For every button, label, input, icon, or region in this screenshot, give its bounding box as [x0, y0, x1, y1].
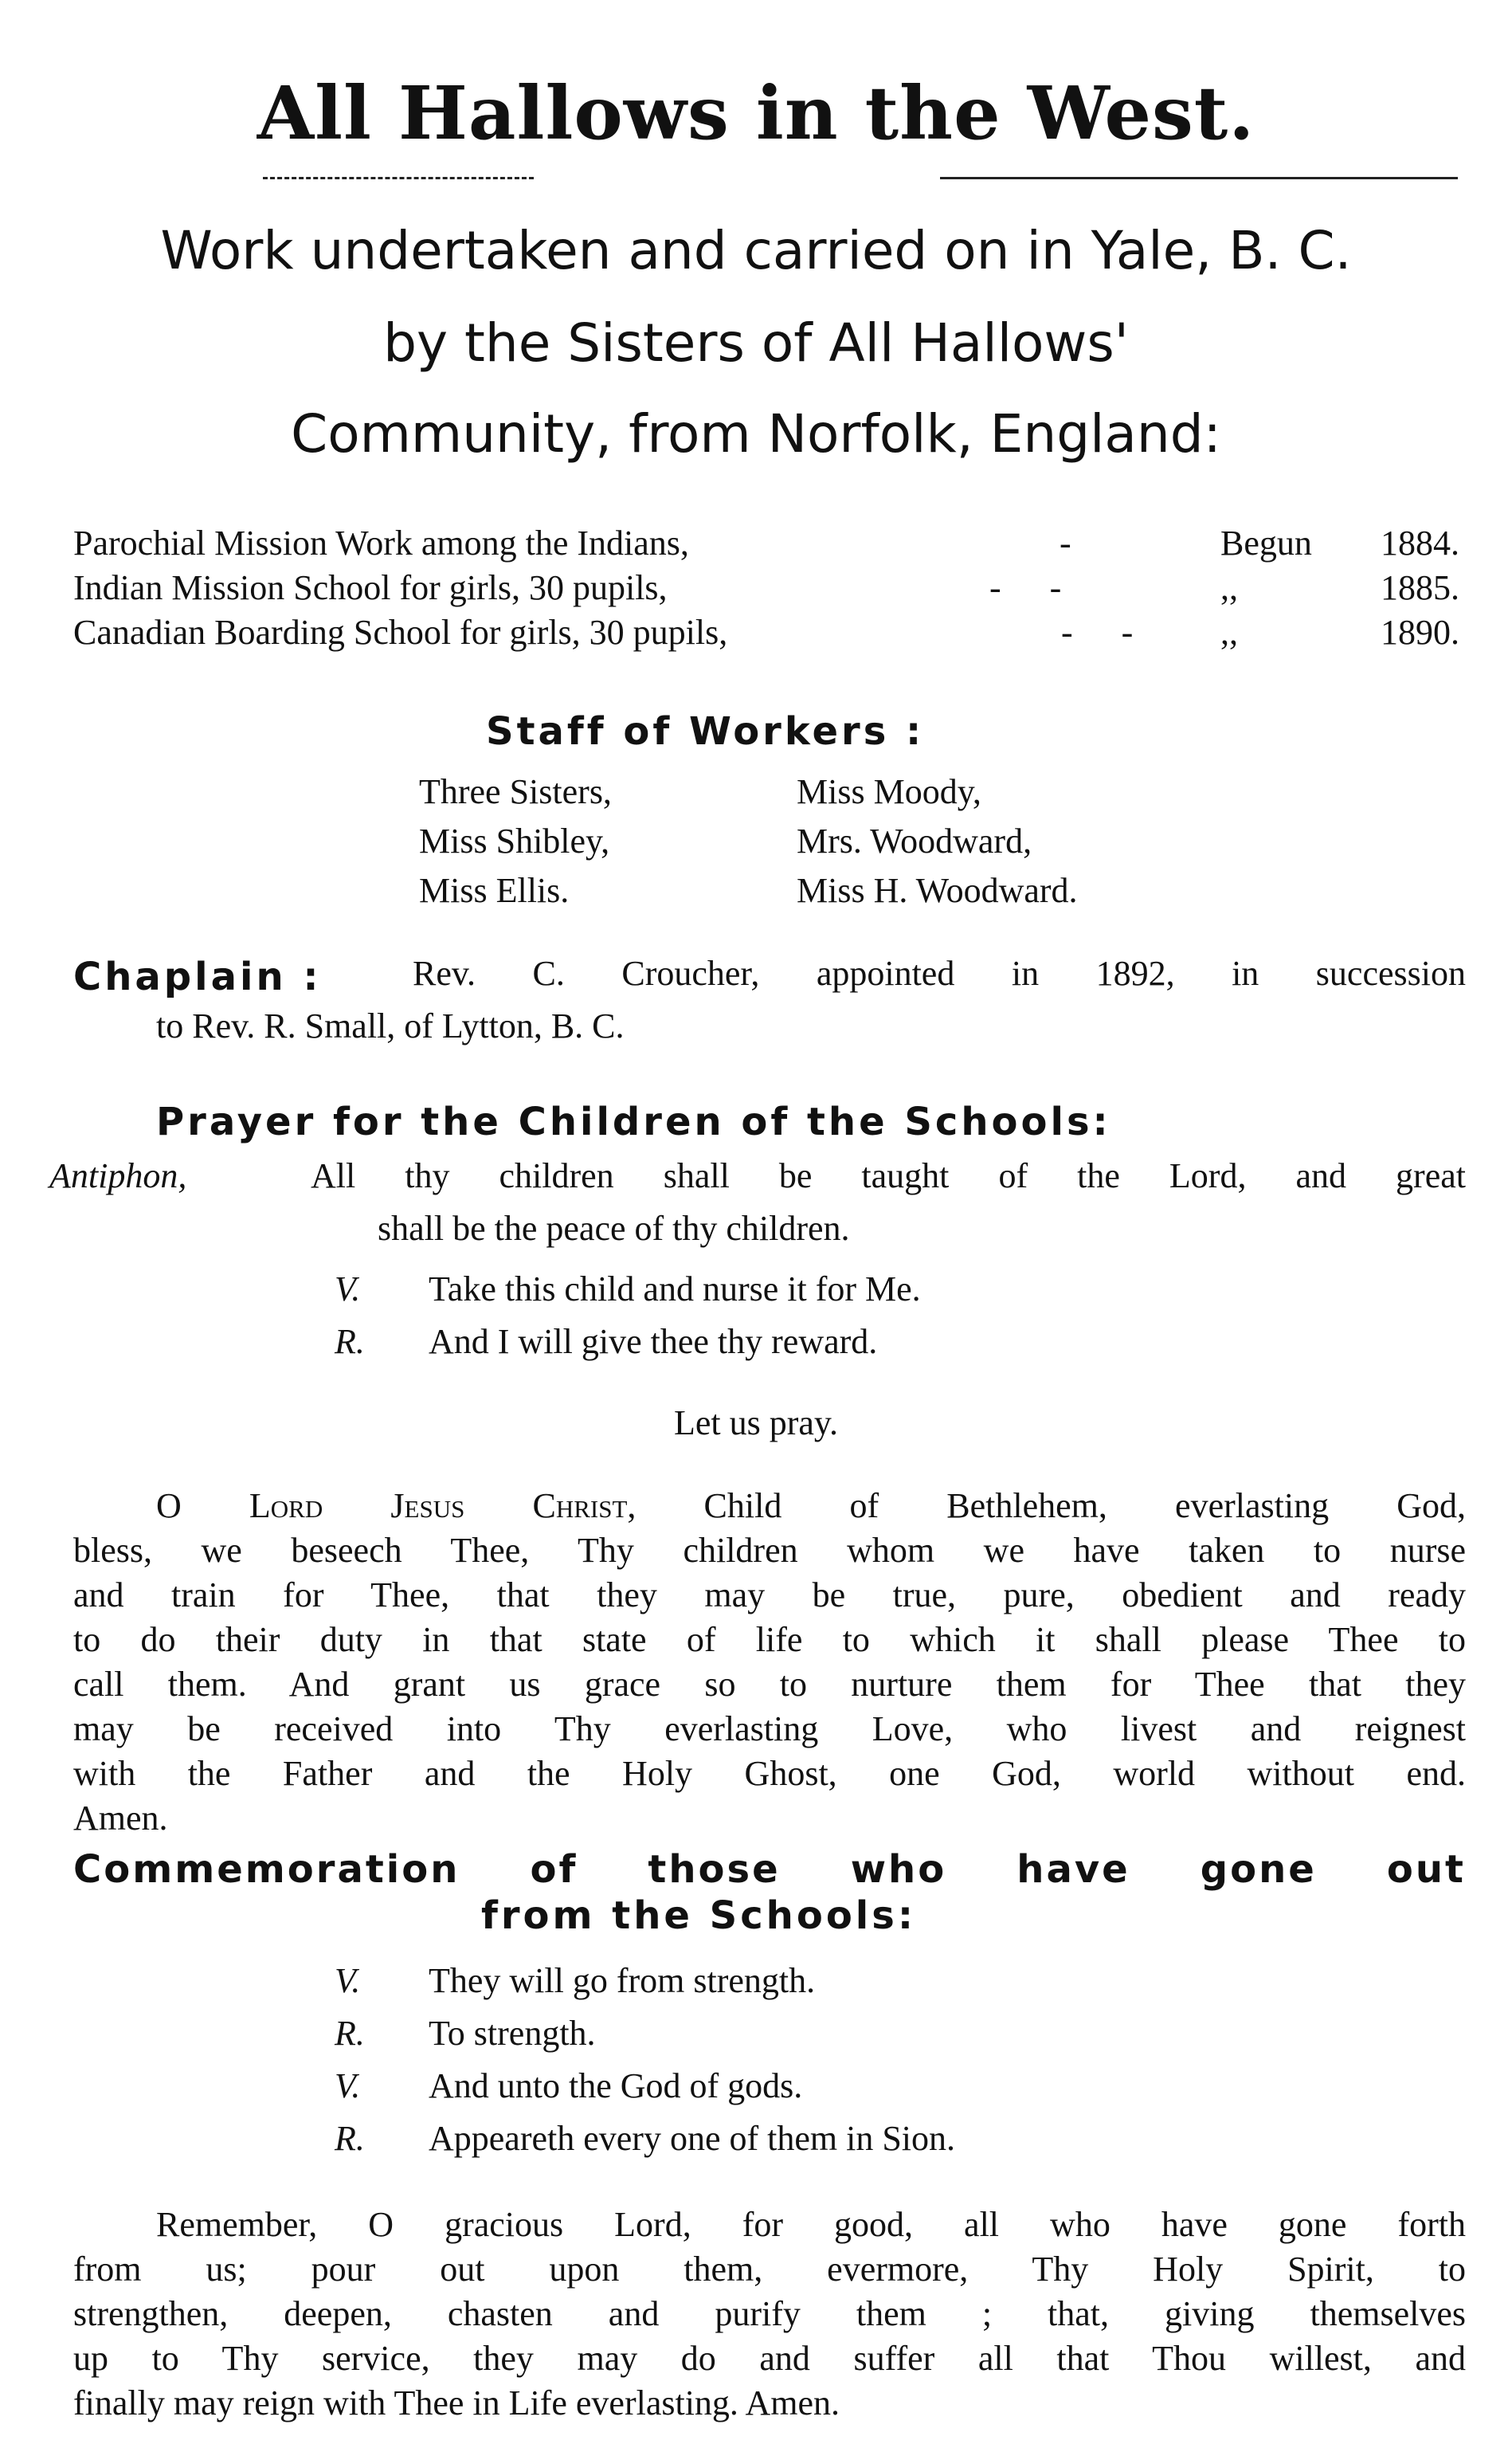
prayer-line-rest: Child of Bethlehem, everlasting God,: [703, 1486, 1467, 1525]
prayer-line: Amen.: [73, 1799, 168, 1838]
versicle-mark: V.: [335, 1269, 361, 1308]
staff-name: Miss H. Woodward.: [797, 871, 1078, 910]
work-row: [73, 523, 1459, 571]
let-us-pray: Let us pray.: [673, 1403, 839, 1442]
title-rule-right: [940, 177, 1458, 179]
staff-name: Mrs. Woodward,: [797, 822, 1032, 861]
antiphon-label: Antiphon,: [49, 1156, 187, 1195]
response-text: Appeareth every one of them in Sion.: [429, 2119, 956, 2158]
staff-name: Miss Ellis.: [419, 871, 570, 910]
prayer-line: to do their duty in that state of life to which it shall please Thee to: [73, 1620, 1466, 1659]
prayer-line: finally may reign with Thee in Life everlasting. Amen.: [73, 2383, 840, 2422]
prayer-line: up to Thy service, they may do and suffer all that Thou willest, and: [73, 2339, 1466, 2378]
staff-name: Three Sisters,: [419, 772, 612, 811]
chaplain-line-1: Rev. C. Croucher, appointed in 1892, in succession: [413, 954, 1466, 993]
prayer-line: strengthen, deepen, chasten and purify them ; that, giving themselves: [73, 2294, 1466, 2333]
prayer-line: may be received into Thy everlasting Love, who livest and reignest: [73, 1709, 1466, 1748]
subtitle-line-1: Work undertaken and carried on in Yale, B. C.: [160, 220, 1352, 281]
prayer-line: from us; pour out upon them, evermore, Thy Holy Spirit, to: [73, 2250, 1466, 2289]
response-mark: R.: [335, 1322, 365, 1361]
work-description: Canadian Boarding School for girls, 30 pupils,: [73, 613, 728, 652]
work-row: [73, 567, 1459, 615]
staff-name: Miss Moody,: [797, 772, 981, 811]
work-year: 1884.: [1381, 524, 1459, 563]
commemoration-heading-line-2: from the Schools:: [481, 1893, 917, 1938]
response-mark: R.: [335, 2119, 365, 2158]
antiphon-line-2: shall be the peace of thy children.: [378, 1209, 850, 1248]
response-text: And I will give thee thy reward.: [429, 1322, 878, 1361]
versicle-text: Take this child and nurse it for Me.: [429, 1269, 921, 1308]
subtitle-line-2: by the Sisters of All Hallows': [383, 312, 1129, 374]
work-ditto-mark: ,,: [1220, 568, 1238, 607]
prayer-heading: Prayer for the Children of the Schools:: [156, 1100, 1111, 1144]
antiphon-line-1: All thy children shall be taught of the Lord, and great: [311, 1156, 1466, 1195]
response-text: To strength.: [429, 2014, 596, 2053]
page-title: All Hallows in the West.: [257, 70, 1255, 156]
prayer-line: call them. And grant us grace so to nurture them for Thee that they: [73, 1665, 1466, 1704]
work-row: [73, 612, 1459, 660]
staff-name: Miss Shibley,: [419, 822, 610, 861]
staff-heading: Staff of Workers :: [486, 709, 925, 754]
versicle-text: They will go from strength.: [429, 1961, 816, 2000]
response-mark: R.: [335, 2014, 365, 2053]
commemoration-paragraph: [73, 2203, 1466, 2426]
prayer-line: bless, we beseech Thee, Thy children whom we have taken to nurse: [73, 1531, 1466, 1570]
work-year: 1890.: [1381, 613, 1459, 652]
prayer-line: Remember, O gracious Lord, for good, all who have gone forth: [156, 2205, 1466, 2244]
subtitle-line-3: Community, from Norfolk, England:: [291, 403, 1221, 465]
work-dashes: - -: [989, 568, 1062, 607]
work-year: 1885.: [1381, 568, 1459, 607]
work-ditto-mark: ,,: [1220, 613, 1238, 652]
work-dashes: -: [1060, 524, 1071, 563]
work-dashes: - -: [1061, 613, 1134, 652]
title-rule-left: [263, 177, 534, 179]
commemoration-heading-line-1: Commemoration of those who have gone out: [73, 1847, 1466, 1892]
chaplain-label: Chaplain :: [73, 955, 322, 999]
versicle-mark: V.: [335, 2066, 361, 2105]
work-description: Indian Mission School for girls, 30 pupils,: [73, 568, 668, 607]
prayer-paragraph: [73, 1484, 1466, 1841]
chaplain-line-2: to Rev. R. Small, of Lytton, B. C.: [156, 1006, 625, 1045]
work-begun-label: Begun: [1220, 524, 1312, 563]
prayer-line: [73, 1484, 1466, 1528]
prayer-line: and train for Thee, that they may be true, pure, obedient and ready: [73, 1575, 1466, 1614]
prayer-line: with the Father and the Holy Ghost, one God, world without end.: [73, 1754, 1466, 1793]
prayer-opening: O Lord Jesus Christ,: [156, 1486, 637, 1525]
work-description: Parochial Mission Work among the Indians,: [73, 524, 689, 563]
versicle-text: And unto the God of gods.: [429, 2066, 803, 2105]
versicle-mark: V.: [335, 1961, 361, 2000]
